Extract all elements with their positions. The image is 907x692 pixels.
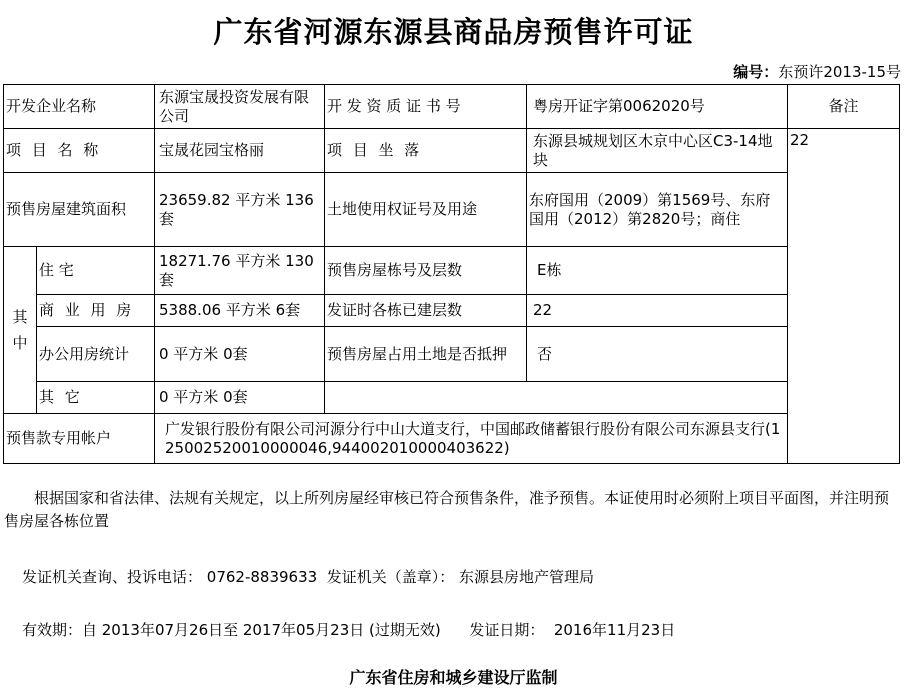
qualification-label: 开 发 资 质 证 书 号 [325, 85, 527, 129]
account-label: 预售款专用帐户 [4, 414, 155, 464]
qualification-value: 粤房开证字第0062020号 [527, 85, 788, 129]
project-name-value: 宝晟花园宝格丽 [155, 129, 325, 173]
presale-area-label: 预售房屋建筑面积 [4, 173, 155, 247]
developer-value: 东源宝晟投资发展有限公司 [155, 85, 325, 129]
remark-label: 备注 [788, 85, 900, 129]
location-value: 东源县城规划区木京中心区C3-14地块 [527, 129, 788, 173]
developer-label: 开发企业名称 [4, 85, 155, 129]
office-label: 办公用房统计 [37, 327, 155, 382]
permit-table [3, 84, 900, 464]
project-name-label: 项 目 名 称 [4, 129, 155, 173]
validity-line: 有效期：自 2013年07月26日至 2017年05月23日 (过期无效) 发证日期： 2016年11月23日 [22, 621, 676, 639]
empty-cell [325, 382, 788, 414]
office-value: 0 平方米 0套 [155, 327, 325, 382]
certificate-number-value: 东预许2013-15号 [778, 63, 901, 81]
other-value: 0 平方米 0套 [155, 382, 325, 414]
page-title: 广东省河源东源县商品房预售许可证 [213, 15, 694, 49]
mortgage-label: 预售房屋占用土地是否抵押 [325, 327, 527, 382]
contact-line: 发证机关查询、投诉电话： 0762-8839633 发证机关（盖章）： 东源县房地产管理局 [22, 568, 594, 586]
supervisor-footer: 广东省住房和城乡建设厅监制 [349, 668, 558, 687]
residential-value: 18271.76 平方米 130套 [155, 247, 325, 295]
land-cert-value: 东府国用（2009）第1569号、东府国用（2012）第2820号；商住 [527, 173, 788, 247]
presale-area-value: 23659.82 平方米 136套 [155, 173, 325, 247]
account-value: 广发银行股份有限公司河源分行中山大道支行，中国邮政储蓄银行股份有限公司东源县支行(125002520010000046,944002010000403622) [155, 414, 788, 464]
mortgage-value: 否 [527, 327, 788, 382]
other-label: 其 它 [37, 382, 155, 414]
commercial-label: 商 业 用 房 [37, 295, 155, 327]
building-no-label: 预售房屋栋号及层数 [325, 247, 527, 295]
location-label: 项 目 坐 落 [325, 129, 527, 173]
remark-value: 22 [788, 129, 900, 464]
building-no-value: E栋 [527, 247, 788, 295]
built-floors-value: 22 [527, 295, 788, 327]
certificate-number [733, 61, 901, 82]
commercial-value: 5388.06 平方米 6套 [155, 295, 325, 327]
among-label: 其中 [4, 247, 37, 414]
certificate-number-label: 编号： [733, 63, 779, 81]
built-floors-label: 发证时各栋已建层数 [325, 295, 527, 327]
land-cert-label: 土地使用权证号及用途 [325, 173, 527, 247]
notice-text: 根据国家和省法律、法规有关规定，以上所列房屋经审核已符合预售条件，准予预售。本证使用时必须附上项目平面图，并注明预售房屋各栋位置 [4, 489, 890, 530]
residential-label: 住 宅 [37, 247, 155, 295]
